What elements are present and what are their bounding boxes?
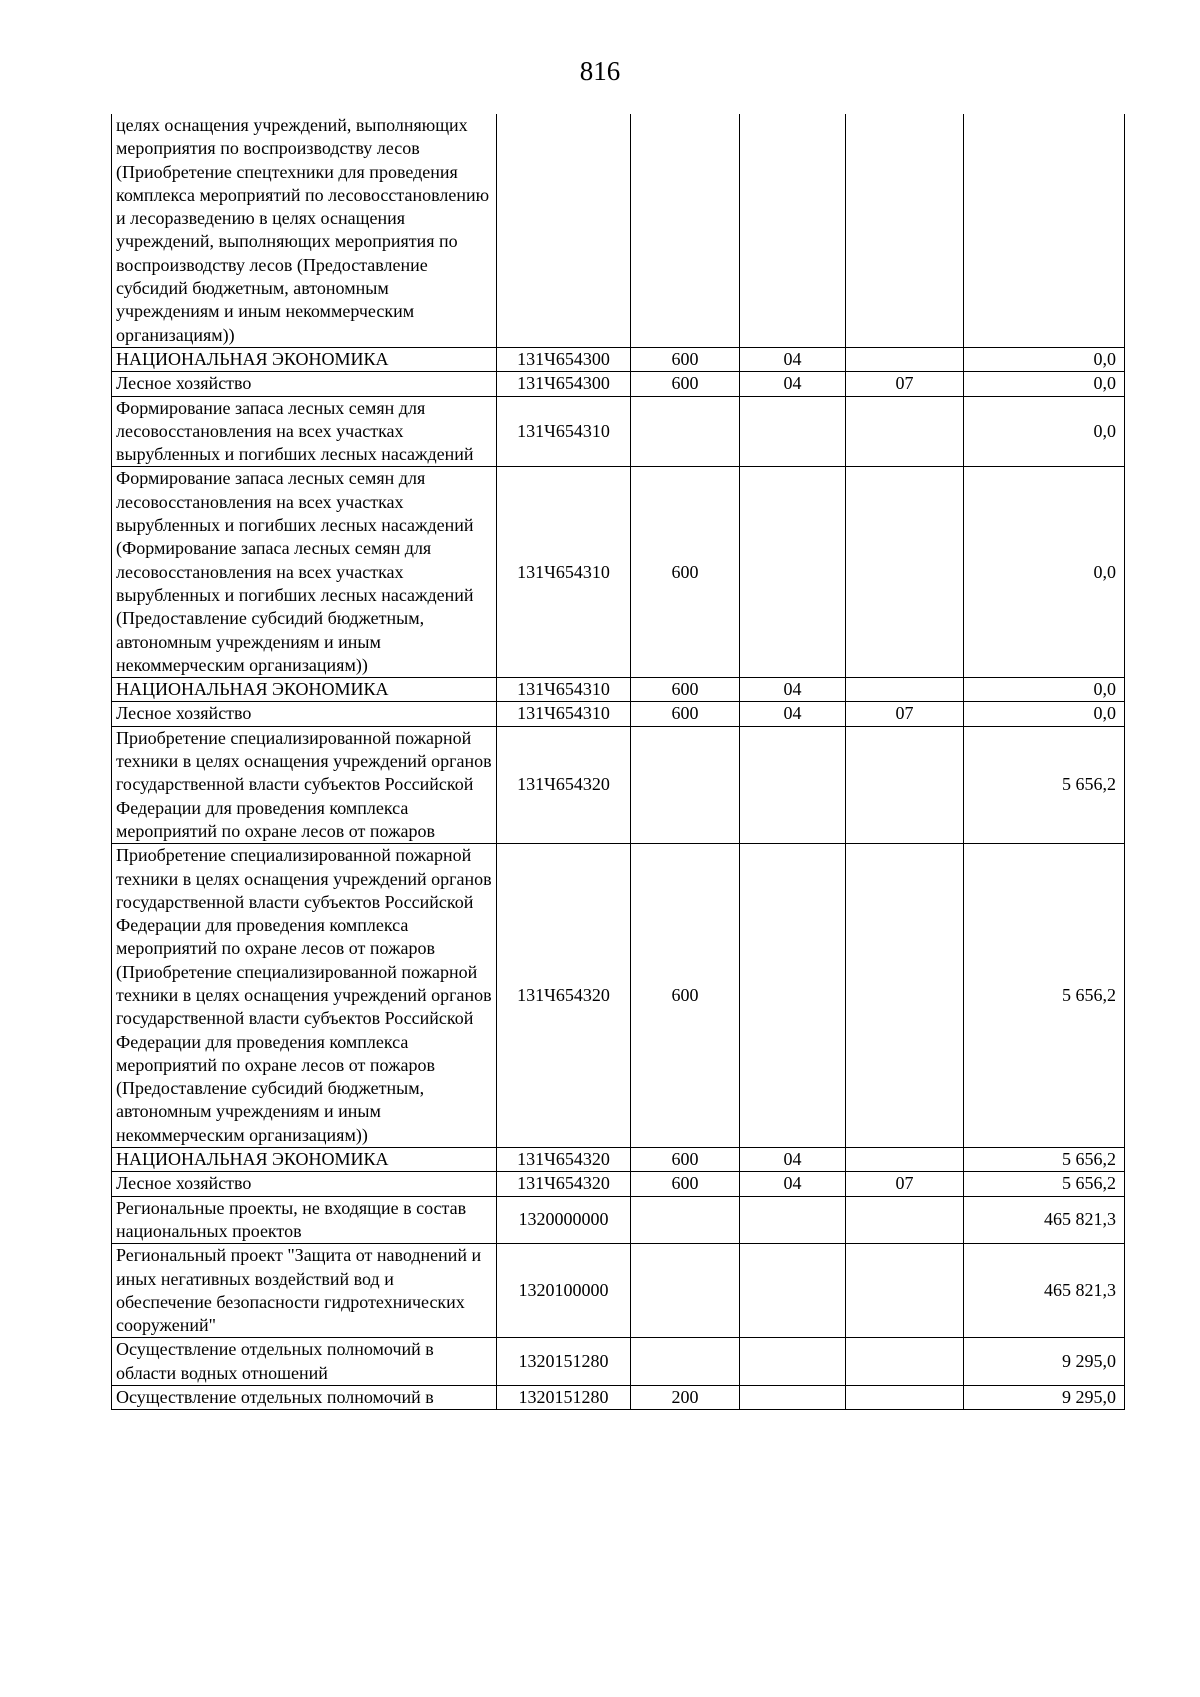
table-row bbox=[112, 1386, 1125, 1410]
row-section-cell bbox=[740, 396, 846, 467]
row-subsection-cell bbox=[846, 1148, 964, 1172]
row-amount-cell: 5 656,2 bbox=[964, 1172, 1125, 1196]
row-target-article-cell: 1320000000 bbox=[497, 1196, 631, 1244]
row-name-cell: Приобретение специализированной пожарной техники в целях оснащения учреждений органов государственной власти субъектов Российской Федерации для проведения комплекса мероприятий по охране лесов от пожаров (Приобретение специализированной пожарной техники в целях оснащения учреждений органов государственной власти субъектов Российской Федерации для проведения комплекса мероприятий по охране лесов от пожаров (Предоставление субсидий бюджетным, автономным учреждениям и иным некоммерческим организациям)) bbox=[112, 844, 497, 1148]
row-expense-type-cell: 600 bbox=[631, 372, 740, 396]
row-target-article-cell: 131Ч654320 bbox=[497, 844, 631, 1148]
row-subsection-cell: 07 bbox=[846, 1172, 964, 1196]
row-name-cell: Осуществление отдельных полномочий в области водных отношений bbox=[112, 1338, 497, 1386]
row-expense-type-cell: 600 bbox=[631, 1172, 740, 1196]
row-section-cell: 04 bbox=[740, 347, 846, 371]
row-target-article-cell: 131Ч654320 bbox=[497, 1172, 631, 1196]
row-expense-type-cell: 200 bbox=[631, 1386, 740, 1410]
row-expense-type-cell bbox=[631, 1244, 740, 1338]
row-section-cell bbox=[740, 1386, 846, 1410]
row-target-article-cell: 131Ч654300 bbox=[497, 372, 631, 396]
row-expense-type-cell bbox=[631, 1196, 740, 1244]
row-amount-cell: 5 656,2 bbox=[964, 1148, 1125, 1172]
row-amount-cell: 465 821,3 bbox=[964, 1196, 1125, 1244]
row-name-cell: целях оснащения учреждений, выполняющих мероприятия по воспроизводству лесов (Приобретение спецтехники для проведения комплекса мероприятий по лесовосстановлению и лесоразведению в целях оснащения учреждений, выполняющих мероприятия по воспроизводству лесов (Предоставление субсидий бюджетным, автономным учреждениям и иным некоммерческим организациям)) bbox=[112, 114, 497, 347]
row-name-cell: Приобретение специализированной пожарной техники в целях оснащения учреждений органов государственной власти субъектов Российской Федерации для проведения комплекса мероприятий по охране лесов от пожаров bbox=[112, 726, 497, 843]
row-section-cell bbox=[740, 844, 846, 1148]
table-row bbox=[112, 726, 1125, 843]
row-name-cell: Лесное хозяйство bbox=[112, 702, 497, 726]
row-target-article-cell: 131Ч654310 bbox=[497, 467, 631, 678]
table-row bbox=[112, 1148, 1125, 1172]
page-number: 816 bbox=[579, 56, 621, 86]
row-expense-type-cell: 600 bbox=[631, 1148, 740, 1172]
row-expense-type-cell bbox=[631, 396, 740, 467]
row-target-article-cell bbox=[497, 114, 631, 347]
row-amount-cell: 0,0 bbox=[964, 372, 1125, 396]
table-row bbox=[112, 347, 1125, 371]
row-name-cell: Формирование запаса лесных семян для лесовосстановления на всех участках вырубленных и погибших лесных насаждений (Формирование запаса лесных семян для лесовосстановления на всех участках вырубленных и погибших лесных насаждений (Предоставление субсидий бюджетным, автономным учреждениям и иным некоммерческим организациям)) bbox=[112, 467, 497, 678]
row-target-article-cell: 1320151280 bbox=[497, 1338, 631, 1386]
row-section-cell: 04 bbox=[740, 372, 846, 396]
row-name-cell: Региональный проект "Защита от наводнений и иных негативных воздействий вод и обеспечение безопасности гидротехнических сооружений" bbox=[112, 1244, 497, 1338]
row-section-cell bbox=[740, 1196, 846, 1244]
row-subsection-cell bbox=[846, 1338, 964, 1386]
row-amount-cell: 0,0 bbox=[964, 396, 1125, 467]
row-target-article-cell: 1320151280 bbox=[497, 1386, 631, 1410]
row-amount-cell: 0,0 bbox=[964, 678, 1125, 702]
row-amount-cell: 465 821,3 bbox=[964, 1244, 1125, 1338]
table-row bbox=[112, 396, 1125, 467]
row-subsection-cell: 07 bbox=[846, 702, 964, 726]
row-expense-type-cell bbox=[631, 1338, 740, 1386]
row-name-cell: НАЦИОНАЛЬНАЯ ЭКОНОМИКА bbox=[112, 678, 497, 702]
row-subsection-cell bbox=[846, 1386, 964, 1410]
row-expense-type-cell bbox=[631, 114, 740, 347]
budget-table-body bbox=[112, 114, 1125, 1410]
table-row bbox=[112, 1172, 1125, 1196]
row-subsection-cell bbox=[846, 726, 964, 843]
row-section-cell bbox=[740, 114, 846, 347]
row-name-cell: НАЦИОНАЛЬНАЯ ЭКОНОМИКА bbox=[112, 347, 497, 371]
row-subsection-cell bbox=[846, 396, 964, 467]
row-expense-type-cell: 600 bbox=[631, 347, 740, 371]
row-section-cell: 04 bbox=[740, 678, 846, 702]
row-subsection-cell: 07 bbox=[846, 372, 964, 396]
row-target-article-cell: 131Ч654310 bbox=[497, 678, 631, 702]
table-row bbox=[112, 372, 1125, 396]
table-row bbox=[112, 1196, 1125, 1244]
row-target-article-cell: 131Ч654310 bbox=[497, 702, 631, 726]
row-amount-cell: 5 656,2 bbox=[964, 844, 1125, 1148]
row-target-article-cell: 131Ч654300 bbox=[497, 347, 631, 371]
row-expense-type-cell: 600 bbox=[631, 702, 740, 726]
row-amount-cell: 9 295,0 bbox=[964, 1386, 1125, 1410]
table-row bbox=[112, 1244, 1125, 1338]
row-section-cell bbox=[740, 1338, 846, 1386]
budget-table bbox=[111, 114, 1125, 1410]
row-subsection-cell bbox=[846, 678, 964, 702]
row-subsection-cell bbox=[846, 467, 964, 678]
row-target-article-cell: 1320100000 bbox=[497, 1244, 631, 1338]
row-name-cell: Лесное хозяйство bbox=[112, 372, 497, 396]
row-amount-cell: 0,0 bbox=[964, 347, 1125, 371]
row-section-cell bbox=[740, 726, 846, 843]
table-row bbox=[112, 1338, 1125, 1386]
row-name-cell: Формирование запаса лесных семян для лесовосстановления на всех участках вырубленных и погибших лесных насаждений bbox=[112, 396, 497, 467]
row-amount-cell: 0,0 bbox=[964, 467, 1125, 678]
row-target-article-cell: 131Ч654320 bbox=[497, 1148, 631, 1172]
row-name-cell: Лесное хозяйство bbox=[112, 1172, 497, 1196]
row-section-cell bbox=[740, 1244, 846, 1338]
row-amount-cell: 5 656,2 bbox=[964, 726, 1125, 843]
row-section-cell bbox=[740, 467, 846, 678]
row-section-cell: 04 bbox=[740, 1148, 846, 1172]
row-expense-type-cell bbox=[631, 726, 740, 843]
table-row bbox=[112, 114, 1125, 347]
row-name-cell: Региональные проекты, не входящие в состав национальных проектов bbox=[112, 1196, 497, 1244]
table-row bbox=[112, 678, 1125, 702]
row-amount-cell: 9 295,0 bbox=[964, 1338, 1125, 1386]
row-section-cell: 04 bbox=[740, 1172, 846, 1196]
row-target-article-cell: 131Ч654310 bbox=[497, 396, 631, 467]
table-row bbox=[112, 702, 1125, 726]
row-section-cell: 04 bbox=[740, 702, 846, 726]
row-target-article-cell: 131Ч654320 bbox=[497, 726, 631, 843]
row-amount-cell bbox=[964, 114, 1125, 347]
row-expense-type-cell: 600 bbox=[631, 678, 740, 702]
row-name-cell: Осуществление отдельных полномочий в bbox=[112, 1386, 497, 1410]
table-row bbox=[112, 844, 1125, 1148]
row-expense-type-cell: 600 bbox=[631, 844, 740, 1148]
row-subsection-cell bbox=[846, 347, 964, 371]
row-expense-type-cell: 600 bbox=[631, 467, 740, 678]
row-subsection-cell bbox=[846, 1196, 964, 1244]
row-subsection-cell bbox=[846, 1244, 964, 1338]
row-amount-cell: 0,0 bbox=[964, 702, 1125, 726]
row-name-cell: НАЦИОНАЛЬНАЯ ЭКОНОМИКА bbox=[112, 1148, 497, 1172]
table-row bbox=[112, 467, 1125, 678]
row-subsection-cell bbox=[846, 114, 964, 347]
row-subsection-cell bbox=[846, 844, 964, 1148]
